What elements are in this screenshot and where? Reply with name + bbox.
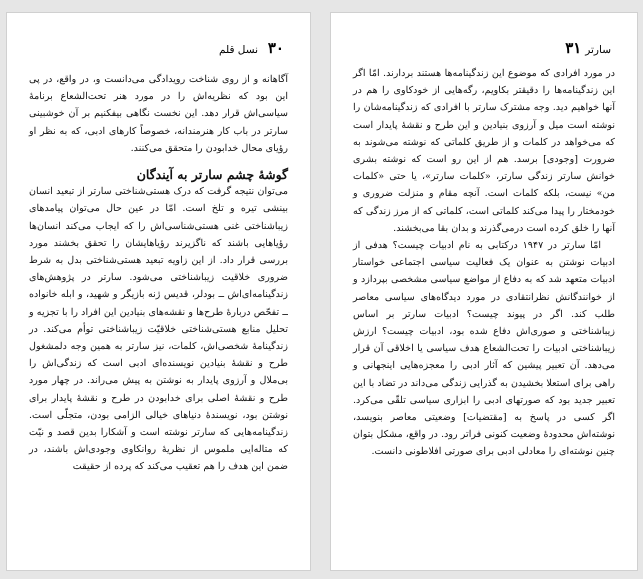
right-page-header-start (559, 39, 611, 57)
right-page (330, 12, 638, 571)
left-page-header-start (219, 39, 284, 57)
paragraph: می‌توان نتیجه گرفت که درک هستی‌شناختی سارتر از تبعید انسان بینشی تیره و تلخ است. امّا در عین حال می‌توان پیامدهای زیباشناختی غنی هستی‌شناسی‌اش را که ایجاب می‌کند انسان‌ها رؤیاهایی باشند که ناگزیرند رؤیاهایشان را تحقق بخشند مورد بررسی قرار داد. از این زاویه تبعید هستی‌شناختی بدل به شرط ضروری خلاقیت زیباشناختی می‌شود. سارتر در پژوهش‌های زندگینامه‌ای‌اش ــ بودلر، قدیس ژنه بازیگر و شهید، و ابله خانواده ــ تفحّص دربارهٔ طرح‌ها و نقشه‌های بنیادین این افراد را با تجزیه و تحلیل منابع هستی‌شناختی خلاقیّت زیباشناختی توأم می‌کند. در زندگینامهٔ شخصی‌اش، کلمات، نیز سارتر به همین وجه دلمشغول طرح و نقشهٔ بنیادین نویسنده‌ای ادبی است که زندگی‌اش را بی‌ملال و آرزوی پایدار به نوشتن به پیش می‌راند. در چهار مورد طرح و نقشهٔ اصلی برای خدابودن در طرح و نقشهٔ پایدار برای نوشتن بود، نویسندهٔ دنیاهای خیالی الزامی بودن، متجلّی است. زندگینامه‌هایی که سارتر نوشته است و آشکارا بدین قصد و نیّت که متاله‌ایی ملموس از نظریهٔ روانکاوی وجودی‌اش باشند، در ضمن این هدف را هم تعقیب می‌کند که پرده از حقیقت (29, 186, 288, 473)
paragraph: آگاهانه و از روی شناخت رویدادگی می‌دانست و، در واقع، در پی این بود که نظریه‌اش را در مورد هنر تحت‌الشعاع برنامهٔ سیاسی‌اش قرار دهد. این نخست نگاهی بیفکنیم بر آن خوشبینی سارتر در باب کار هنرمندانه، خصوصاً کارهای ادبی، که به نظر او رؤیای محال خدابودن را متحقق می‌کنند. (29, 74, 288, 154)
page-number: ۳۱ (565, 39, 582, 57)
running-head: نسل قلم (218, 44, 259, 56)
left-page-body (29, 71, 288, 476)
paragraph: در مورد افرادی که موضوع این زندگینامه‌ها هستند بردارند. امّا اگر این زندگینامه‌ها را دقیقتر بکاویم، رگه‌هایی از خودکاوی را هم در آنها خواهیم دید. وجه مشترک سارتر با افرادی که زندگینامه‌شان را نوشته است میل و آرزوی بنیادین و این طرح و نقشهٔ پایدار است که می‌خواهد در کلمات و از طریق کلماتی که نوشته می‌شوند به ضرورت [وجودی] برسد. هم از این رو است که نوشته بشری خوانش سارتر زندگی سارتر، «کلمات سارتر»، یا حتی «کلمات من» نیست، بلکه کلمات است. آنچه مقام و منزلت ضروری و خودمختار را پیدا می‌کند کلماتی است، کلماتی که از مرز زندگی که آنها را خلق کرده است درمی‌گذرند و بدان بقا می‌بخشند. (353, 68, 615, 234)
paragraph: امّا سارتر در ۱۹۴۷ درکتابی به نام ادبیات چیست؟ هدفی از ادبیات نوشتن به عنوان یک فعالیت سیاسی اجتماعی خواستار ادبیات متعهد شد که به دفاع از مواضع سیاسی مشخصی بپردازد و از خوانندگانش نظرانتقادی در مورد دیدگاه‌های سیاسی معاصر طلب کند. اگر در پیوند چیست؟ ادبیات سارتر بر اساس زیباشناختی و صوری‌اش دفاع شده بود، ادبیات چیست؟ ارزش زیباشناختی ادبیات را تحت‌الشعاع هدف سیاسی یا اخلاقی آن قرار می‌دهد. آن تعبیر پیشین که آثار ادبی را معجزه‌هایی اینجهانی و راهی برای استعلا بخشیدن به گذرایی زندگی می‌داند در تضاد با این تعبیر جدید بود که صورتهای ادبی را ابزاری سیاسی تلقّی می‌کرد. اگر کسی در پاسخ به [مقتضیات] وضعیتی معاصر بنویسد، نوشته‌اش محدودهٔ وضعیت کنونی فراتر رود. در واقع، مشکل بتوان چنین نوشته‌ای را معادلی ادبی برای صورتی افلاطونی دانست. (353, 240, 615, 458)
page-number: ۳۰ (267, 39, 284, 57)
left-page-header (33, 39, 284, 57)
section-heading: گوشهٔ چشم سارتر به آیندگان (136, 167, 288, 183)
running-head: سارتر (585, 44, 611, 56)
right-page-body (353, 65, 615, 461)
right-page-header (357, 39, 611, 57)
left-page (6, 12, 311, 571)
